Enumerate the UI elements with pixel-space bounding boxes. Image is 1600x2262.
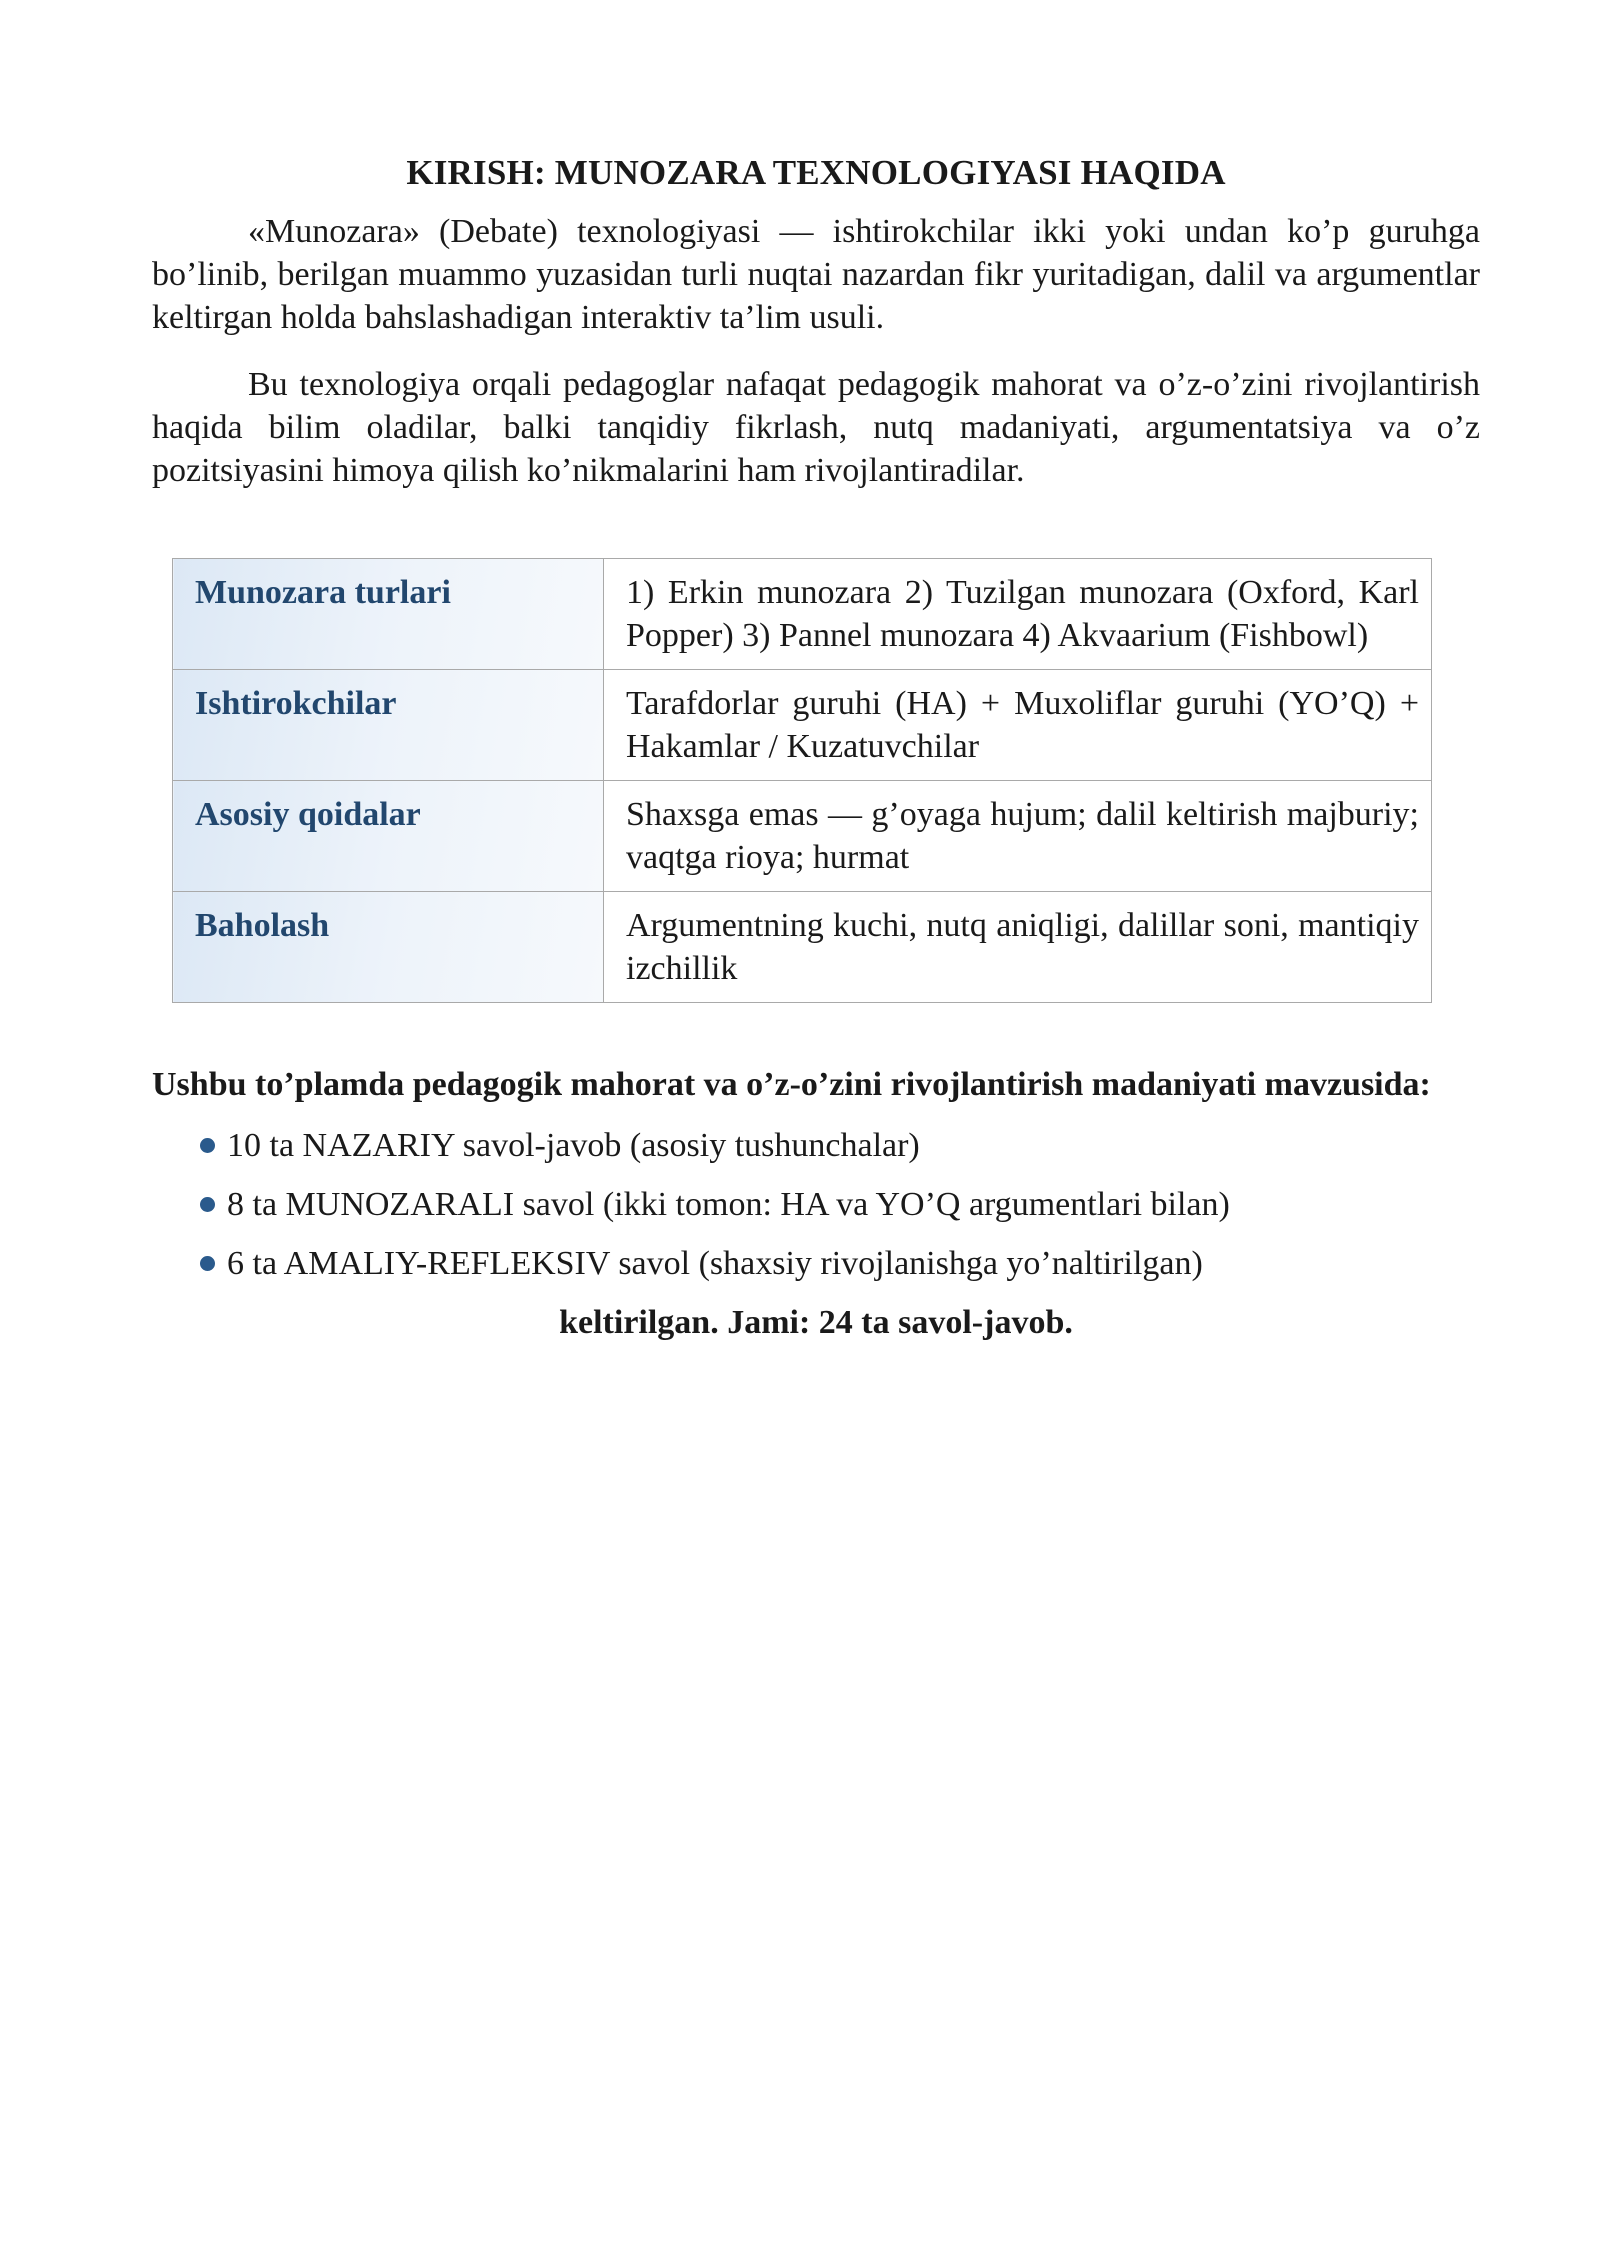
table-row bbox=[173, 559, 1432, 670]
table-row bbox=[173, 670, 1432, 781]
info-table bbox=[172, 558, 1432, 1003]
table-key-cell: Munozara turlari bbox=[173, 559, 604, 670]
list-item-text: 10 ta NAZARIY savol-javob (asosiy tushunchalar) bbox=[227, 1127, 920, 1164]
intro-paragraph-2: Bu texnologiya orqali pedagoglar nafaqat pedagogik mahorat va o’z-o’zini rivojlantirish haqida bilim oladilar, balki tanqidiy fikrlash, nutq madaniyati, argumentatsiya va o’z pozitsiyasini himoya qilish ko’nikmalarini ham rivojlantiradilar. bbox=[152, 366, 1480, 489]
summary-heading: Ushbu to’plamda pedagogik mahorat va o’z-o’zini rivojlantirish madaniyati mavzusida: bbox=[152, 1066, 1431, 1103]
document-page bbox=[152, 150, 1480, 1344]
table-value-cell: Tarafdorlar guruhi (HA) + Muxoliflar guruhi (YO’Q) + Hakamlar / Kuzatuvchilar bbox=[604, 670, 1432, 781]
bullet-icon bbox=[200, 1256, 215, 1271]
table-value-cell: 1) Erkin munozara 2) Tuzilgan munozara (Oxford, Karl Popper) 3) Pannel munozara 4) Akvaarium (Fishbowl) bbox=[604, 559, 1432, 670]
bullet-icon bbox=[200, 1138, 215, 1153]
summary-closing: keltirilgan. Jami: 24 ta savol-javob. bbox=[559, 1304, 1073, 1341]
list-item-text: 8 ta MUNOZARALI savol (ikki tomon: HA va YO’Q argumentlari bilan) bbox=[227, 1186, 1230, 1223]
table-value-cell: Shaxsga emas — g’oyaga hujum; dalil keltirish majburiy; vaqtga rioya; hurmat bbox=[604, 781, 1432, 892]
intro-paragraph-1: «Munozara» (Debate) texnologiyasi — ishtirokchilar ikki yoki undan ko’p guruhga bo’linib, berilgan muammo yuzasidan turli nuqtai nazardan fikr yuritadigan, dalil va argumentlar keltirgan holda bahslashadigan interaktiv ta’lim usuli. bbox=[152, 213, 1480, 336]
table-key-cell: Ishtirokchilar bbox=[173, 670, 604, 781]
table-row bbox=[173, 781, 1432, 892]
list-item bbox=[200, 1124, 1480, 1167]
table-key-cell: Baholash bbox=[173, 892, 604, 1003]
list-item-text: 6 ta AMALIY-REFLEKSIV savol (shaxsiy rivojlanishga yo’naltirilgan) bbox=[227, 1245, 1203, 1282]
table-value-cell: Argumentning kuchi, nutq aniqligi, dalillar soni, mantiqiy izchillik bbox=[604, 892, 1432, 1003]
table-key-cell: Asosiy qoidalar bbox=[173, 781, 604, 892]
list-item bbox=[200, 1183, 1480, 1226]
summary-list bbox=[152, 1124, 1480, 1285]
bullet-icon bbox=[200, 1197, 215, 1212]
list-item bbox=[200, 1242, 1480, 1285]
info-table-wrapper bbox=[172, 558, 1432, 1003]
page-title: KIRISH: MUNOZARA TEXNOLOGIYASI HAQIDA bbox=[406, 153, 1226, 192]
table-row bbox=[173, 892, 1432, 1003]
